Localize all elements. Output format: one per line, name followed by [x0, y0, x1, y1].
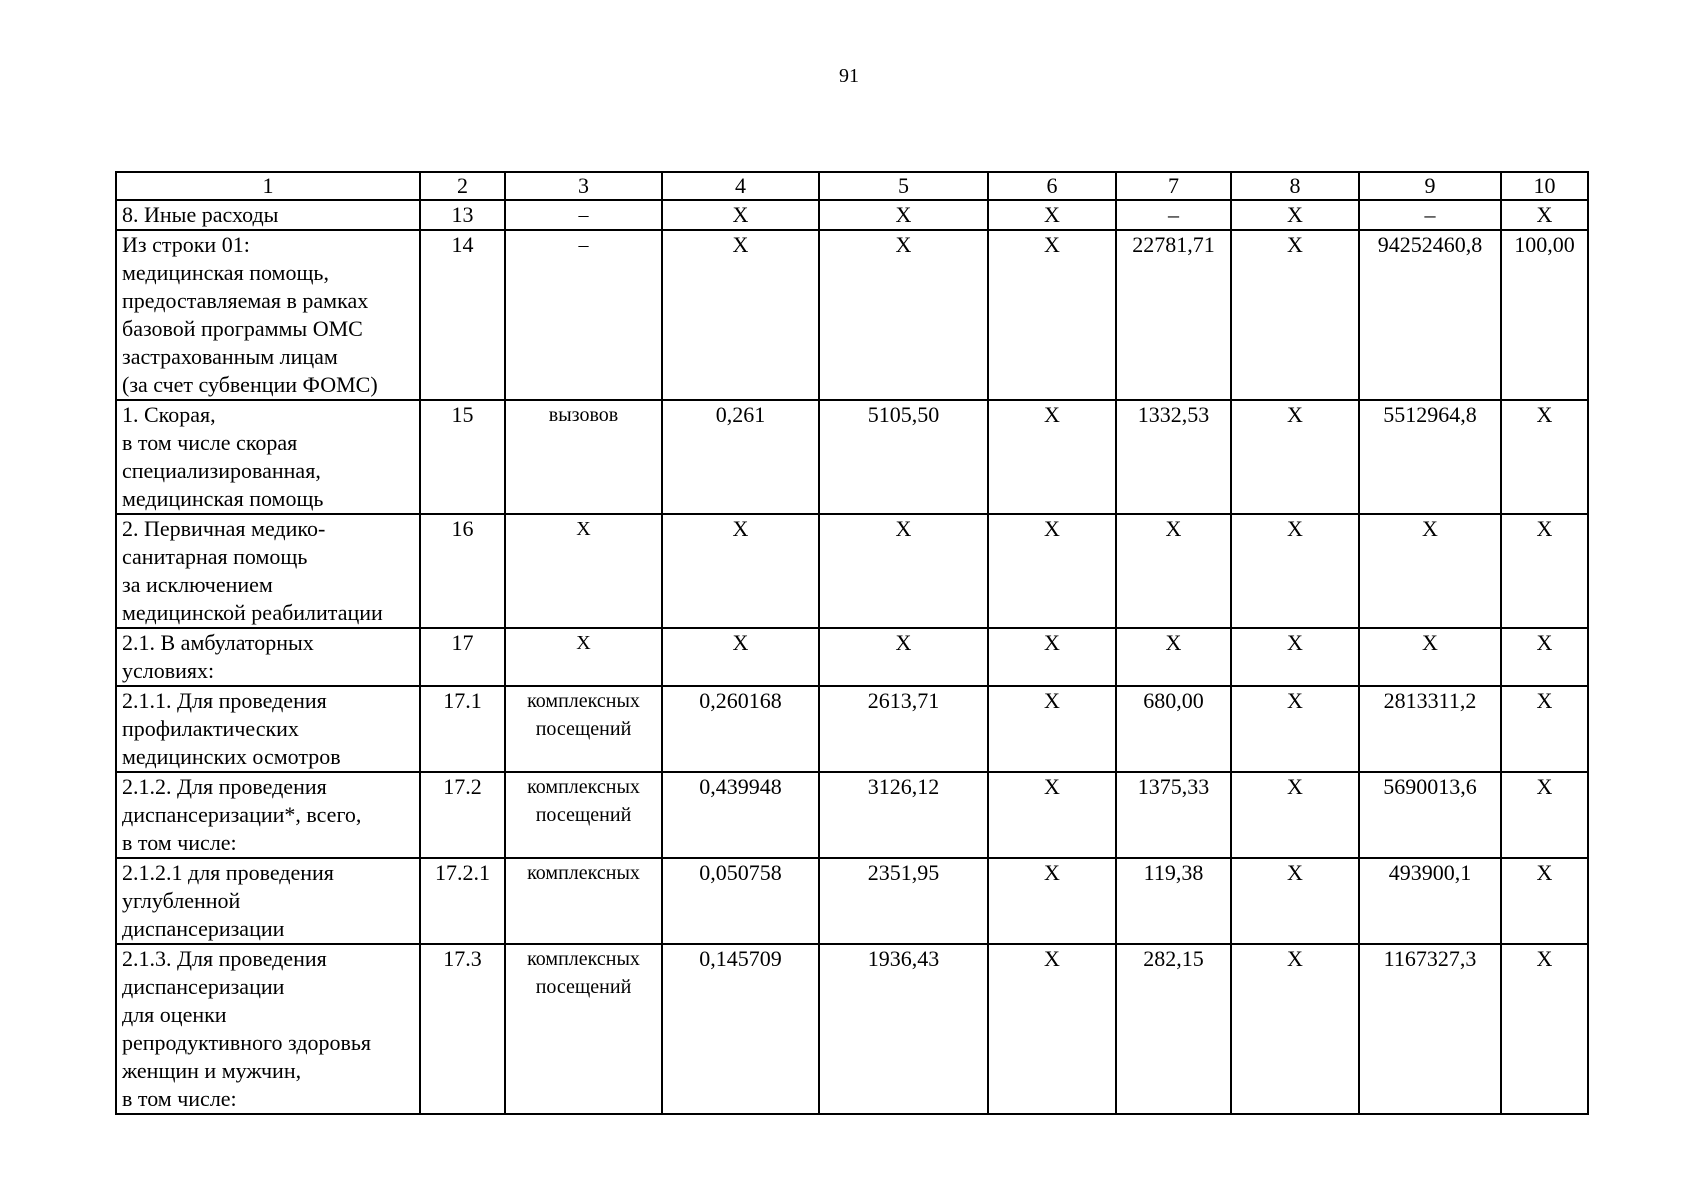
table-row	[116, 858, 1588, 944]
table-cell: 13	[420, 200, 505, 230]
table-cell: Х	[1231, 628, 1359, 686]
table-cell: комплексных	[505, 858, 662, 944]
table-cell: 17.3	[420, 944, 505, 1114]
table-cell: Х	[988, 230, 1116, 400]
table-cell: 2813311,2	[1359, 686, 1501, 772]
table-cell: Х	[1501, 686, 1588, 772]
table-cell: Х	[1231, 200, 1359, 230]
table-cell: 17.2	[420, 772, 505, 858]
table-cell: комплексных посещений	[505, 944, 662, 1114]
table-cell: Х	[1501, 400, 1588, 514]
table-cell: Х	[662, 628, 819, 686]
table-cell: 22781,71	[1116, 230, 1231, 400]
column-number-cell: 9	[1359, 172, 1501, 200]
table-cell: 16	[420, 514, 505, 628]
table-cell: Х	[1231, 514, 1359, 628]
table-cell: Х	[988, 858, 1116, 944]
table-cell: Х	[819, 200, 988, 230]
table-cell: Х	[988, 628, 1116, 686]
column-number-cell: 4	[662, 172, 819, 200]
table-cell: Х	[1231, 400, 1359, 514]
table-cell: Х	[1501, 200, 1588, 230]
table-cell: Х	[1231, 772, 1359, 858]
row-label-cell: Из строки 01: медицинская помощь, предоставляемая в рамках базовой программы ОМС застрахованным лицам (за счет субвенции ФОМС)	[116, 230, 420, 400]
table-row	[116, 628, 1588, 686]
table-cell: 15	[420, 400, 505, 514]
table-row	[116, 944, 1588, 1114]
column-number-cell: 5	[819, 172, 988, 200]
table-row	[116, 772, 1588, 858]
table-cell: Х	[1501, 944, 1588, 1114]
column-number-cell: 3	[505, 172, 662, 200]
table-cell: 1167327,3	[1359, 944, 1501, 1114]
table-cell: Х	[988, 944, 1116, 1114]
row-label-cell: 8. Иные расходы	[116, 200, 420, 230]
table-row	[116, 686, 1588, 772]
table-cell: Х	[1231, 230, 1359, 400]
column-number-cell: 6	[988, 172, 1116, 200]
table-cell: –	[1116, 200, 1231, 230]
table-cell: вызовов	[505, 400, 662, 514]
table-cell: Х	[988, 514, 1116, 628]
table-cell: Х	[1501, 772, 1588, 858]
table-cell: –	[505, 230, 662, 400]
table-cell: 3126,12	[819, 772, 988, 858]
table-cell: Х	[988, 200, 1116, 230]
table-cell: 119,38	[1116, 858, 1231, 944]
table-cell: Х	[1231, 858, 1359, 944]
row-label-cell: 2. Первичная медико- санитарная помощь за исключением медицинской реабилитации	[116, 514, 420, 628]
row-label-cell: 2.1.1. Для проведения профилактических медицинских осмотров	[116, 686, 420, 772]
table-cell: 5105,50	[819, 400, 988, 514]
table-cell: Х	[1231, 686, 1359, 772]
table-cell: 94252460,8	[1359, 230, 1501, 400]
table-row	[116, 400, 1588, 514]
table-cell: Х	[819, 628, 988, 686]
table-cell: Х	[1116, 628, 1231, 686]
row-label-cell: 2.1.3. Для проведения диспансеризации для оценки репродуктивного здоровья женщин и мужчин, в том числе:	[116, 944, 420, 1114]
table-cell: 100,00	[1501, 230, 1588, 400]
table-header-row	[116, 172, 1588, 200]
table-cell: Х	[1501, 858, 1588, 944]
table-cell: Х	[505, 628, 662, 686]
table-cell: 282,15	[1116, 944, 1231, 1114]
table-cell: 1375,33	[1116, 772, 1231, 858]
column-number-cell: 1	[116, 172, 420, 200]
table-cell: 680,00	[1116, 686, 1231, 772]
table-cell: Х	[1359, 628, 1501, 686]
table-cell: Х	[1231, 944, 1359, 1114]
table-cell: 5690013,6	[1359, 772, 1501, 858]
table-cell: 14	[420, 230, 505, 400]
column-number-cell: 8	[1231, 172, 1359, 200]
table-cell: Х	[819, 514, 988, 628]
table-cell: Х	[1116, 514, 1231, 628]
row-label-cell: 2.1. В амбулаторных условиях:	[116, 628, 420, 686]
table-cell: 0,439948	[662, 772, 819, 858]
table-cell: 0,145709	[662, 944, 819, 1114]
table-cell: Х	[1359, 514, 1501, 628]
table-cell: 0,261	[662, 400, 819, 514]
table-cell: 2613,71	[819, 686, 988, 772]
column-number-cell: 10	[1501, 172, 1588, 200]
table-cell: Х	[988, 686, 1116, 772]
table-cell: 1332,53	[1116, 400, 1231, 514]
table-cell: 0,260168	[662, 686, 819, 772]
row-label-cell: 1. Скорая, в том числе скорая специализированная, медицинская помощь	[116, 400, 420, 514]
table-row	[116, 200, 1588, 230]
table-row	[116, 514, 1588, 628]
table-cell: Х	[662, 200, 819, 230]
table-cell: –	[505, 200, 662, 230]
table-cell: Х	[1501, 628, 1588, 686]
row-label-cell: 2.1.2. Для проведения диспансеризации*, всего, в том числе:	[116, 772, 420, 858]
table-cell: Х	[662, 514, 819, 628]
column-number-cell: 7	[1116, 172, 1231, 200]
column-number-cell: 2	[420, 172, 505, 200]
table-cell: комплексных посещений	[505, 686, 662, 772]
table-cell: Х	[505, 514, 662, 628]
table-row	[116, 230, 1588, 400]
data-table	[115, 171, 1589, 1115]
table-cell: Х	[988, 772, 1116, 858]
page-number: 91	[839, 65, 859, 87]
table-cell: Х	[662, 230, 819, 400]
table-cell: 17	[420, 628, 505, 686]
table-cell: Х	[988, 400, 1116, 514]
table-cell: 17.2.1	[420, 858, 505, 944]
table-cell: –	[1359, 200, 1501, 230]
table-cell: 493900,1	[1359, 858, 1501, 944]
table-cell: 2351,95	[819, 858, 988, 944]
table-cell: Х	[819, 230, 988, 400]
table-cell: Х	[1501, 514, 1588, 628]
table-cell: комплексных посещений	[505, 772, 662, 858]
row-label-cell: 2.1.2.1 для проведения углубленной диспансеризации	[116, 858, 420, 944]
table-cell: 0,050758	[662, 858, 819, 944]
table-cell: 1936,43	[819, 944, 988, 1114]
table-cell: 5512964,8	[1359, 400, 1501, 514]
table-cell: 17.1	[420, 686, 505, 772]
